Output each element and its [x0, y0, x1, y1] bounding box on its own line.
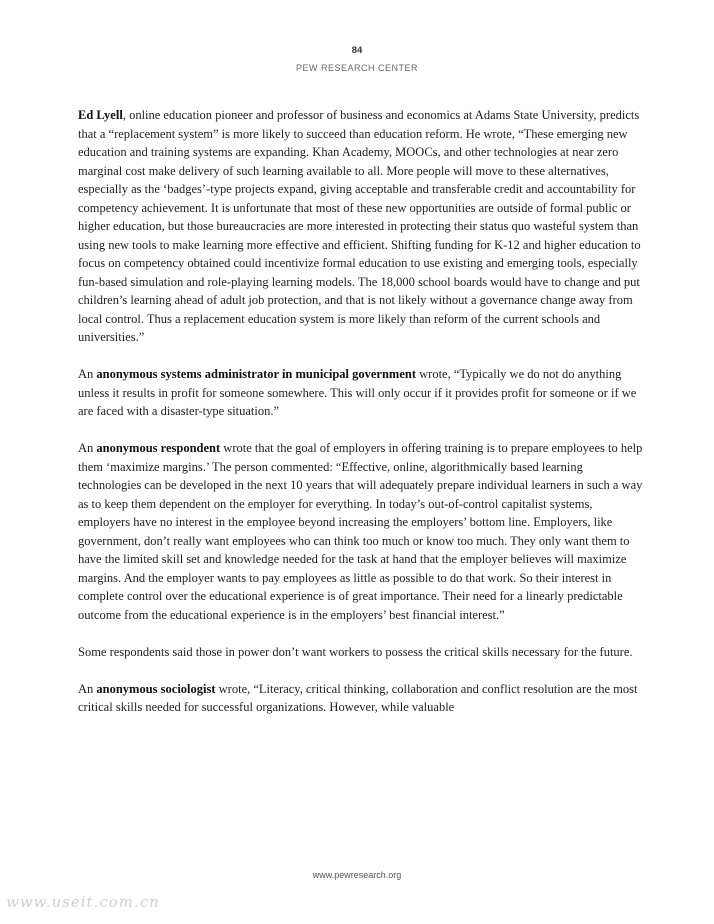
paragraph-text: wrote that the goal of employers in offering training is to prepare employees to help them ‘maximize margins.’ The person commented: “Effective, online, algorithmically based learning technologies can be developed in the next 10 years that will adequately prepare individual learners in such a way as to keep them dependent on the employer for everything. In today’s out-of-control capitalist systems, employers have no interest in the employee beyond increasing the employers’ bottom line. Employers, like government, don’t really want employees who can think too much or know too much. They only want them to have the limited skill set and knowledge needed for the task at hand that the employer believes will maximize margins. And the employer wants to pay employees as little as possible to do that work. So their interest in complete control over the educational experience is of great importance. Their need for a linearly predictable outcome from the educational experience is in the employers’ best financial interest.”	[78, 441, 643, 622]
paragraph-lead: An	[78, 681, 97, 696]
page-number: 84	[351, 45, 363, 56]
paragraph-critical-skills	[78, 643, 646, 662]
paragraph-lead: An	[78, 441, 97, 455]
paragraph-text: wrote, “Typically we do not do anything unless it results in profit for someone somewhere. This will only occur if it provides profit for someone or if we are faced with a disaster-type situation.”	[78, 367, 637, 418]
paragraph-text: Some respondents said those in power don’t want workers to possess the critical skills necessary for the future.	[78, 644, 633, 659]
speaker-name: anonymous sociologist	[96, 681, 216, 696]
paragraph-anonymous-respondent	[78, 439, 646, 624]
speaker-name: anonymous respondent	[96, 441, 221, 455]
organization-header: PEW RESEARCH CENTER	[295, 63, 418, 73]
paragraph-systems-administrator	[78, 365, 646, 421]
paragraph-text: , online education pioneer and professor of business and economics at Adams State University, predicts that a “replacement system” is more likely to succeed than education reform. He wrote, “These emerging new education and training systems are expanding. Khan Academy, MOOCs, and other technologies at near zero marginal cost make delivery of such learning available to all. More people will move to these alternatives, especially as the ‘badges’-type projects expand, giving acceptable and transferable credit and accountability for competency achievement. It is unfortunate that most of these new opportunities are outside of formal public or higher education, but those bureaucracies are more interested in protecting their status quo wasteful system than using new tools to make learning more effective and efficient. Shifting funding for K-12 and higher education to focus on competency obtained could incentivize formal education to use existing and emerging tools, especially fun-based simulation and role-playing learning models. The 18,000 school boards would have to change and put children’s learning ahead of adult job protection, and that is not likely without a governance change away from local control. Thus a replacement education system is more likely than reform of the current schools and universities.”	[78, 108, 641, 344]
speaker-name: Ed Lyell	[78, 108, 123, 122]
document-body	[78, 106, 646, 735]
paragraph-text: wrote, “Literacy, critical thinking, collaboration and conflict resolution are the most critical skills needed for successful organizations. However, while valuable	[78, 681, 638, 714]
paragraph-ed-lyell	[78, 106, 646, 347]
speaker-name: anonymous systems administrator in municipal government	[96, 367, 416, 381]
paragraph-anonymous-sociologist	[78, 680, 646, 717]
paragraph-lead: An	[78, 367, 97, 381]
footer-url-link[interactable]: www.pewresearch.org	[312, 870, 402, 880]
watermark: www.useit.com.cn	[6, 893, 160, 911]
